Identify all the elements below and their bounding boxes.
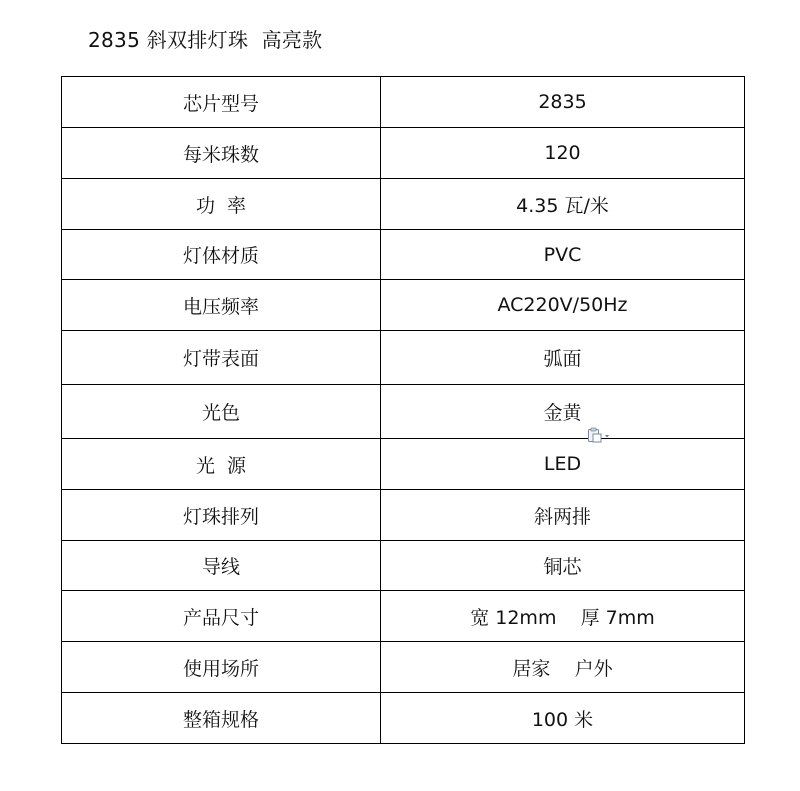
spec-value: 120	[381, 128, 745, 179]
spec-label: 整箱规格	[62, 693, 381, 744]
table-row	[62, 439, 745, 490]
paste-options-icon[interactable]	[587, 427, 613, 443]
spec-value: 100 米	[381, 693, 745, 744]
spec-label: 产品尺寸	[62, 591, 381, 642]
spec-value: 4.35 瓦/米	[381, 179, 745, 230]
spec-label: 光色	[62, 385, 381, 439]
spec-value: 2835	[381, 77, 745, 128]
spec-value: 金黄	[381, 385, 745, 439]
spec-label: 光 源	[62, 439, 381, 490]
table-row	[62, 77, 745, 128]
table-row	[62, 693, 745, 744]
spec-value: AC220V/50Hz	[381, 280, 745, 331]
spec-value: 居家 户外	[381, 642, 745, 693]
document-title: 2835 斜双排灯珠 高亮款	[88, 28, 323, 52]
spec-label: 导线	[62, 541, 381, 591]
table-row	[62, 490, 745, 541]
spec-label: 使用场所	[62, 642, 381, 693]
table-row	[62, 230, 745, 280]
spec-label: 灯珠排列	[62, 490, 381, 541]
table-row	[62, 280, 745, 331]
spec-label: 电压频率	[62, 280, 381, 331]
spec-value: PVC	[381, 230, 745, 280]
spec-value: 斜两排	[381, 490, 745, 541]
table-row	[62, 541, 745, 591]
table-row	[62, 179, 745, 230]
spec-label: 每米珠数	[62, 128, 381, 179]
spec-label: 灯体材质	[62, 230, 381, 280]
spec-value: LED	[381, 439, 745, 490]
spec-value: 宽 12mm 厚 7mm	[381, 591, 745, 642]
spec-value: 弧面	[381, 331, 745, 385]
spec-value: 铜芯	[381, 541, 745, 591]
table-row	[62, 642, 745, 693]
table-row	[62, 128, 745, 179]
table-row	[62, 331, 745, 385]
spec-label: 功 率	[62, 179, 381, 230]
spec-label: 芯片型号	[62, 77, 381, 128]
table-row	[62, 591, 745, 642]
table-row	[62, 385, 745, 439]
spec-label: 灯带表面	[62, 331, 381, 385]
spec-table	[61, 76, 745, 744]
